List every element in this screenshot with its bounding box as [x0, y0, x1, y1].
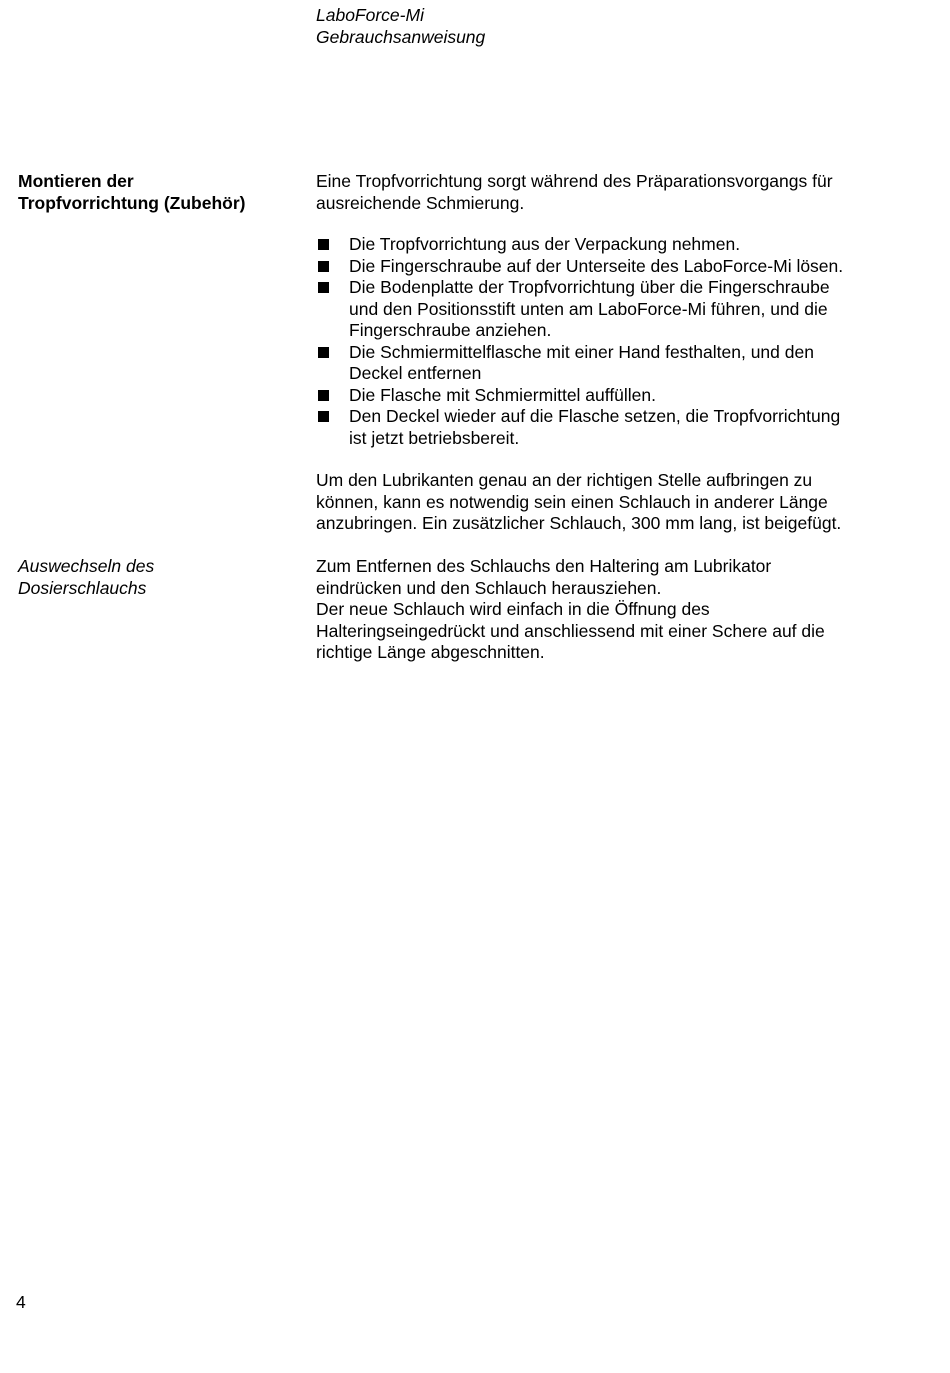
- page-number: 4: [16, 1292, 26, 1312]
- mounting-step: [316, 342, 916, 385]
- paragraph-line: Der neue Schlauch wird einfach in die Öffnung des: [316, 599, 710, 619]
- heading-line: Tropfvorrichtung (Zubehör): [18, 192, 246, 213]
- paragraph-line: richtige Länge abgeschnitten.: [316, 642, 545, 662]
- step-line: Die Fingerschraube auf der Unterseite des LaboForce-Mi lösen.: [349, 255, 844, 276]
- mounting-step: [316, 277, 916, 342]
- mounting-step: [316, 234, 916, 256]
- square-bullet-icon: [318, 282, 329, 293]
- mounting-step: [316, 406, 916, 449]
- page-header: [316, 5, 485, 48]
- step-line: Den Deckel wieder auf die Flasche setzen, die Tropfvorrichtung: [349, 406, 841, 426]
- paragraph-line: Eine Tropfvorrichtung sorgt während des Präparationsvorgangs für: [316, 171, 833, 191]
- step-line: Die Flasche mit Schmiermittel auffüllen.: [349, 384, 657, 405]
- step-line: Die Tropfvorrichtung aus der Verpackung nehmen.: [349, 234, 741, 254]
- replace-hose-paragraph: [316, 556, 916, 664]
- heading-line: Dosierschlauchs: [18, 577, 147, 598]
- paragraph-line: eindrücken und den Schlauch herausziehen.: [316, 577, 662, 598]
- paragraph-line: Halteringseingedrückt und anschliessend mit einer Schere auf die: [316, 620, 825, 641]
- step-line: Fingerschraube anziehen.: [349, 320, 552, 340]
- paragraph-line: ausreichende Schmierung.: [316, 192, 525, 213]
- square-bullet-icon: [318, 390, 329, 401]
- square-bullet-icon: [318, 347, 329, 358]
- mounting-steps-list: [316, 234, 916, 449]
- step-line: Die Schmiermittelflasche mit einer Hand festhalten, und den: [349, 341, 814, 362]
- step-line: Die Bodenplatte der Tropfvorrichtung über die Fingerschraube: [349, 277, 830, 297]
- step-line: ist jetzt betriebsbereit.: [349, 427, 520, 448]
- header-product-name: LaboForce-Mi: [316, 5, 424, 25]
- paragraph-line: Zum Entfernen des Schlauchs den Haltering am Lubrikator: [316, 556, 772, 576]
- square-bullet-icon: [318, 261, 329, 272]
- step-line: Deckel entfernen: [349, 363, 482, 383]
- heading-line: Auswechseln des: [18, 556, 155, 576]
- intro-paragraph: [316, 171, 916, 214]
- square-bullet-icon: [318, 411, 329, 422]
- lubricant-hose-note: [316, 470, 916, 535]
- section-heading-mount-drip-device: [18, 171, 245, 214]
- paragraph-line: anzubringen. Ein zusätzlicher Schlauch, 300 mm lang, ist beigefügt.: [316, 513, 842, 533]
- square-bullet-icon: [318, 239, 329, 250]
- paragraph-line: können, kann es notwendig sein einen Schlauch in anderer Länge: [316, 491, 828, 512]
- paragraph-line: Um den Lubrikanten genau an der richtigen Stelle aufbringen zu: [316, 470, 813, 490]
- mounting-step: [316, 256, 916, 278]
- mounting-step: [316, 385, 916, 407]
- section-heading-replace-hose: [18, 556, 154, 599]
- step-line: und den Positionsstift unten am LaboForce-Mi führen, und die: [349, 298, 828, 319]
- header-document-type: Gebrauchsanweisung: [316, 26, 486, 47]
- heading-line: Montieren der: [18, 171, 134, 191]
